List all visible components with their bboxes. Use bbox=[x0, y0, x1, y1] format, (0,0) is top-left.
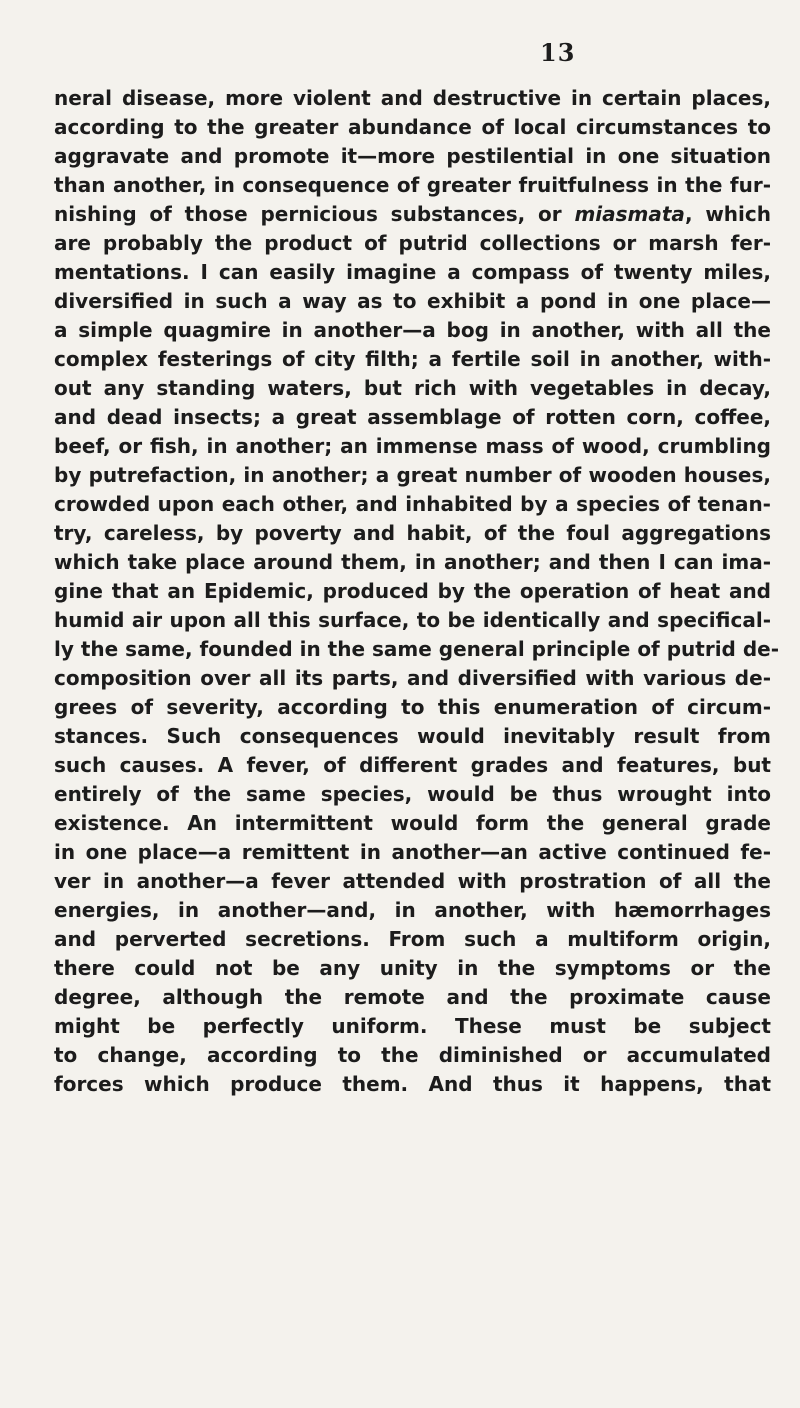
text-line: humid air upon all this surface, to be identically and specifical- bbox=[54, 608, 771, 632]
italic-term: miasmata bbox=[574, 202, 685, 226]
text-line: a simple quagmire in another—a bog in another, with all the bbox=[54, 318, 771, 342]
text-line: and perverted secretions. From such a multiform origin, bbox=[54, 927, 771, 951]
text-line: beef, or fish, in another; an immense mass of wood, crumbling bbox=[54, 434, 771, 458]
text-line: by putrefaction, in another; a great number of wooden houses, bbox=[54, 463, 771, 487]
text-line: neral disease, more violent and destructive in certain places, bbox=[54, 86, 771, 110]
text-line: try, careless, by poverty and habit, of the foul aggregations bbox=[54, 521, 771, 545]
text-line: aggravate and promote it—more pestilential in one situation bbox=[54, 144, 771, 168]
text-line: grees of severity, according to this enumeration of circum- bbox=[54, 695, 771, 719]
text-line: crowded upon each other, and inhabited by a species of tenan- bbox=[54, 492, 771, 516]
text-line: than another, in consequence of greater fruitfulness in the fur- bbox=[54, 173, 771, 197]
text-line: out any standing waters, but rich with vegetables in decay, bbox=[54, 376, 771, 400]
text-line: mentations. I can easily imagine a compass of twenty miles, bbox=[54, 260, 771, 284]
text-line: composition over all its parts, and diversified with various de- bbox=[54, 666, 771, 690]
text-line: ly the same, founded in the same general principle of putrid de- bbox=[54, 637, 780, 661]
text-line: gine that an Epidemic, produced by the operation of heat and bbox=[54, 579, 771, 603]
text-line: and dead insects; a great assemblage of rotten corn, coffee, bbox=[54, 405, 771, 429]
text-line: forces which produce them. And thus it happens, that bbox=[54, 1072, 771, 1096]
text-line: might be perfectly uniform. These must be subject bbox=[54, 1014, 771, 1038]
text-line: to change, according to the diminished or accumulated bbox=[54, 1043, 771, 1067]
page-number: 13 bbox=[540, 38, 576, 67]
text-line: degree, although the remote and the proximate cause bbox=[54, 985, 771, 1009]
text-line: according to the greater abundance of local circumstances to bbox=[54, 115, 771, 139]
text-line: diversified in such a way as to exhibit a pond in one place— bbox=[54, 289, 771, 313]
text-line: such causes. A fever, of different grades and features, but bbox=[54, 753, 771, 777]
text-line: stances. Such consequences would inevitably result from bbox=[54, 724, 771, 748]
text-line: in one place—a remittent in another—an active continued fe- bbox=[54, 840, 771, 864]
text-line: there could not be any unity in the symptoms or the bbox=[54, 956, 771, 980]
text-line: entirely of the same species, would be thus wrought into bbox=[54, 782, 771, 806]
text-line: energies, in another—and, in another, with hæmorrhages bbox=[54, 898, 771, 922]
text-line: existence. An intermittent would form the general grade bbox=[54, 811, 771, 835]
text-line: which take place around them, in another; and then I can ima- bbox=[54, 550, 771, 574]
text-line: nishing of those pernicious substances, or miasmata, which bbox=[54, 202, 771, 226]
text-line: ver in another—a fever attended with prostration of all the bbox=[54, 869, 771, 893]
text-line: complex festerings of city filth; a fertile soil in another, with- bbox=[54, 347, 771, 371]
text-line: are probably the product of putrid collections or marsh fer- bbox=[54, 231, 771, 255]
